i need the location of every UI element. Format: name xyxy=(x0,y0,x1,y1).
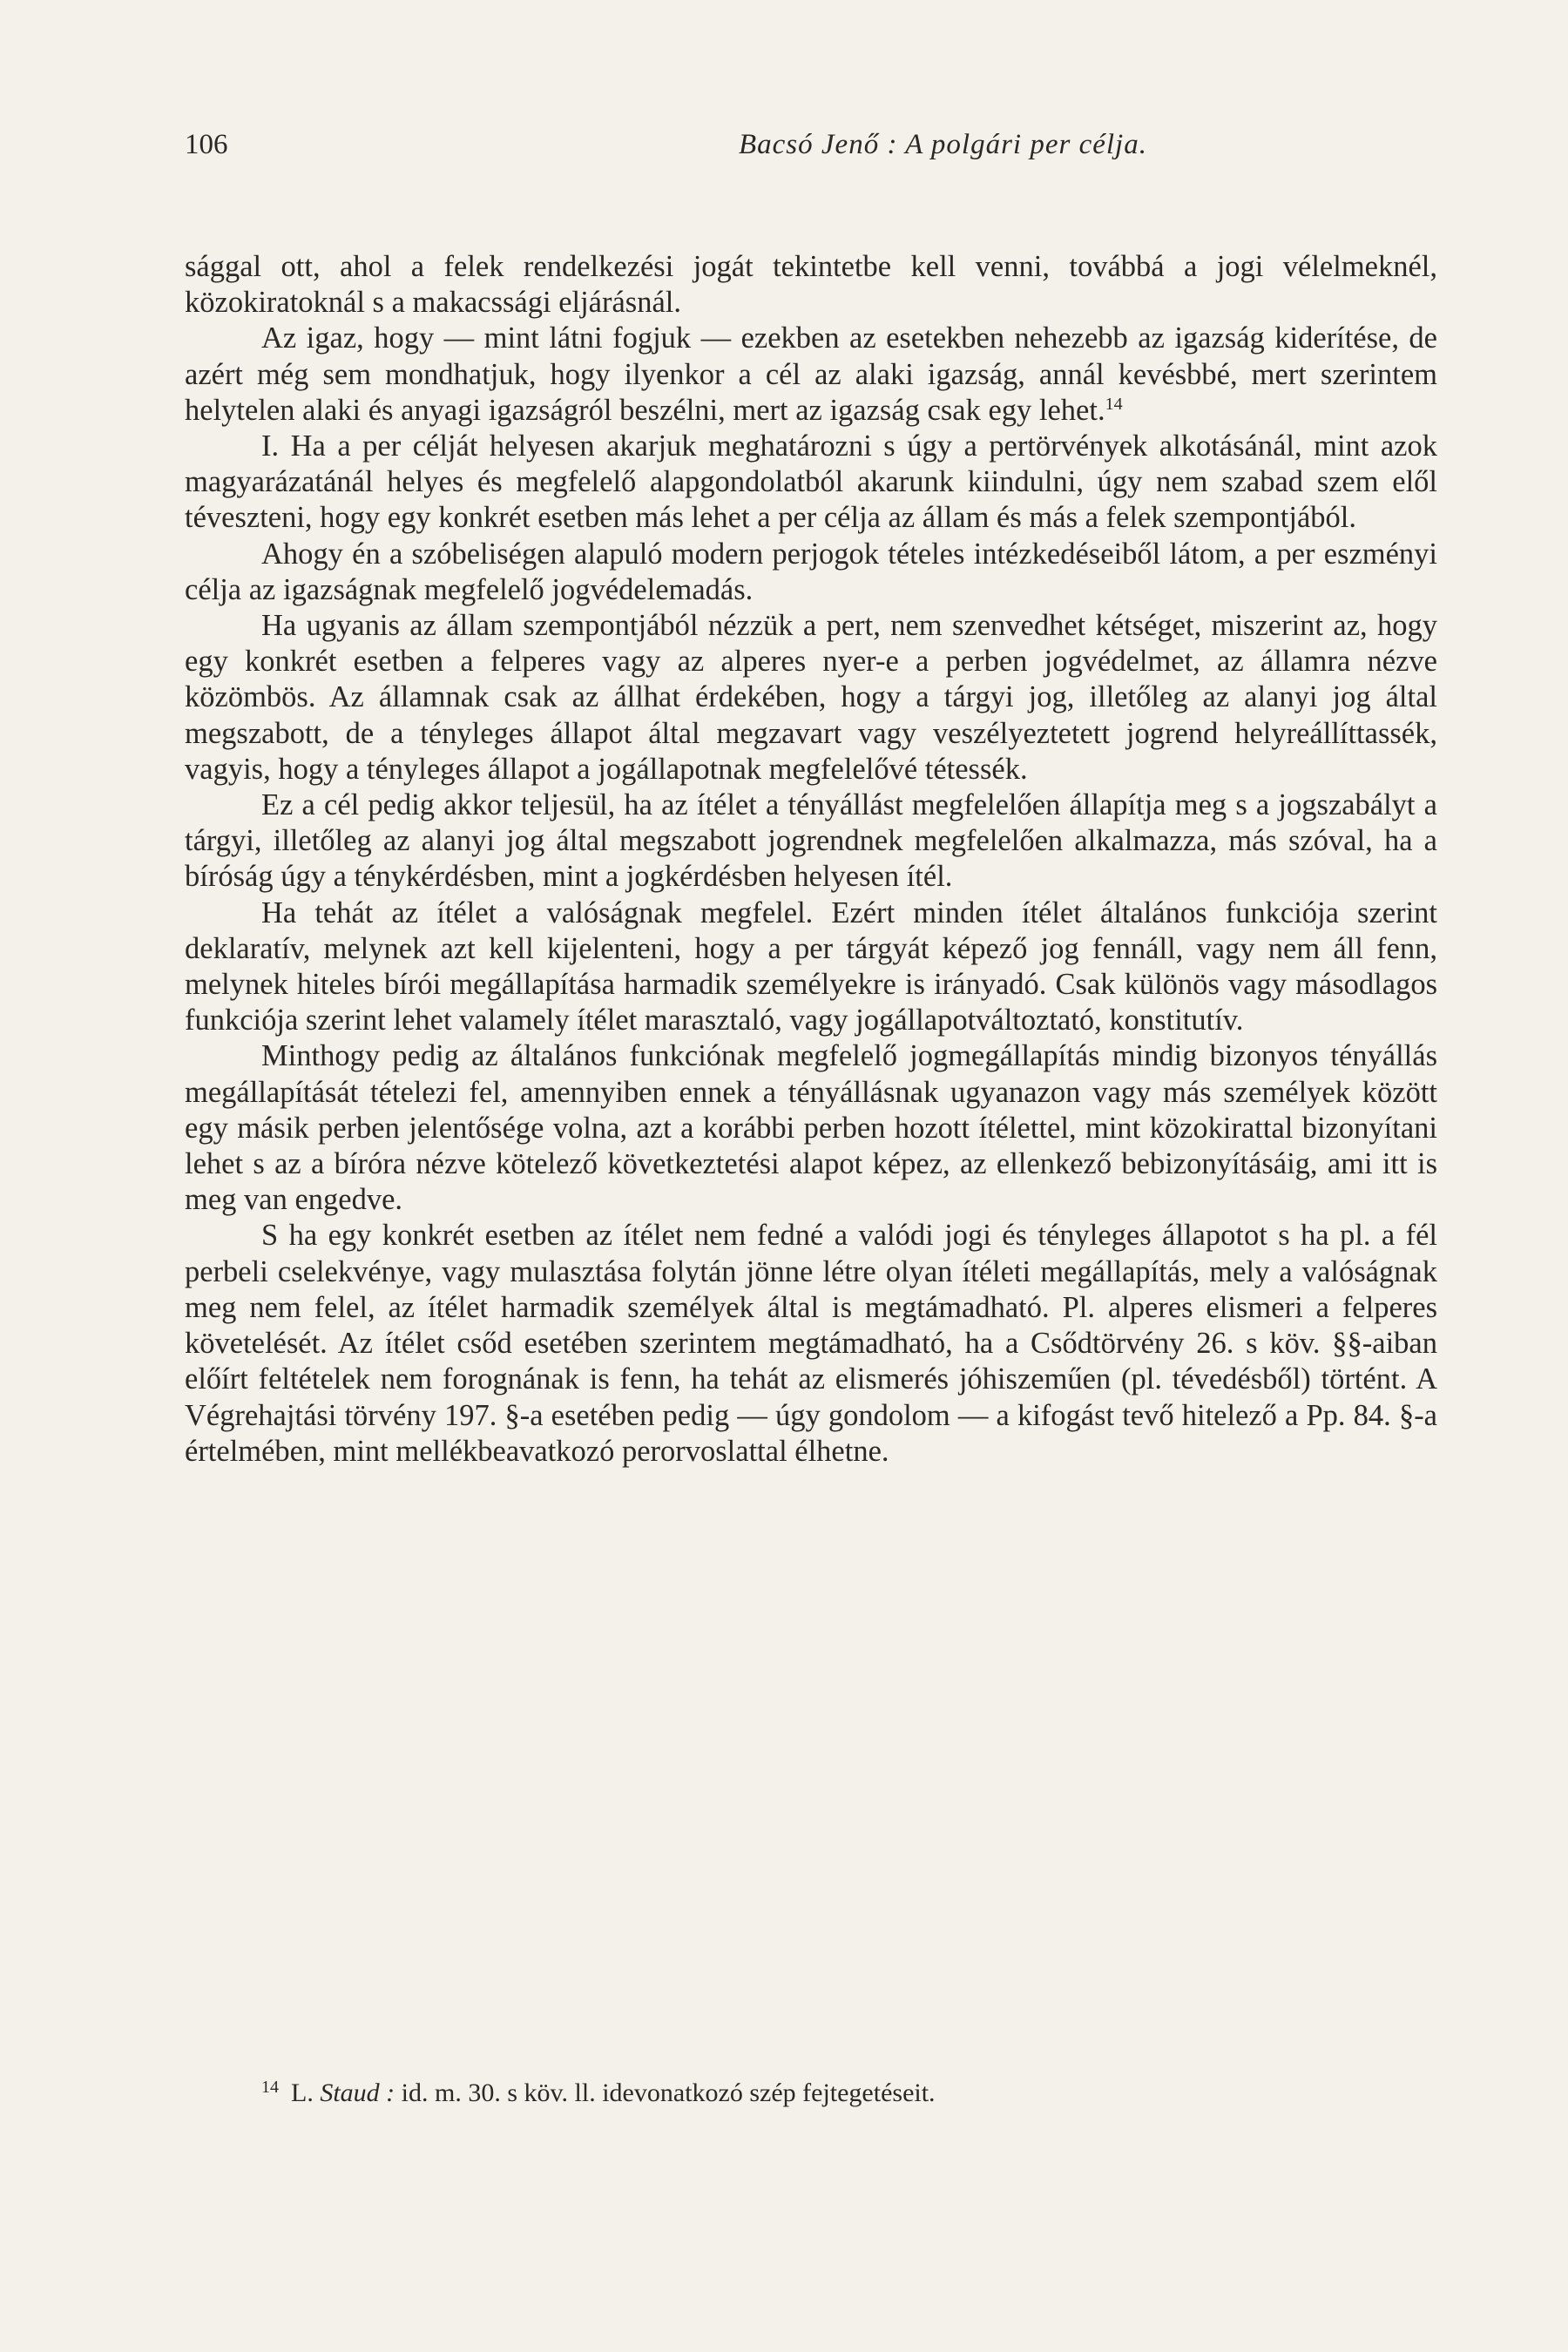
footnote-author: Staud : xyxy=(320,2078,395,2107)
footnote-mark: 14 xyxy=(261,2078,279,2097)
footnote-text: id. m. 30. s köv. ll. idevonatkozó szép fejtegetéseit. xyxy=(401,2078,936,2107)
paragraph: S ha egy konkrét esetben az ítélet nem fedné a valódi jogi és tényleges állapotot s ha pl. a fél perbeli cselekvénye, vagy mulasztása folytán jönne létre olyan ítéleti megállapítás, mely a valóságnak meg nem felel, az ítélet harmadik személyek által is megtámadható. Pl. alperes elismeri a felperes követelését. Az ítélet csőd esetében szerintem megtámadható, ha a Csődtörvény 26. s köv. §§-aiban előírt feltételek nem forognának is fenn, ha tehát az elismerés jóhiszeműen (pl. tévedésből) történt. A Végrehajtási törvény 197. §-a esetében pedig — úgy gondolom — a kifogást tevő hitelező a Pp. 84. §-a értelmében, mint mellékbeavatkozó perorvoslattal élhetne. xyxy=(185,1219,1437,1468)
footnote-reference: 14 xyxy=(1105,394,1123,414)
paragraph: Ha tehát az ítélet a valóságnak megfelel. Ezért minden ítélet általános funkciója szerint deklaratív, melynek azt kell kijelenteni, hogy a per tárgyát képező jog fennáll, vagy nem áll fenn, melynek hiteles bírói megállapítása harmadik személyekre is irányadó. Csak különös vagy másodlagos funkciója szerint lehet valamely ítélet marasztaló, vagy jogállapotváltoztató, konstitutív. xyxy=(185,896,1437,1037)
footnote-prefix: L. xyxy=(291,2078,314,2107)
paragraph-continuation: sággal ott, ahol a felek rendelkezési jogát tekintetbe kell venni, továbbá a jogi vélelmeknél, közokiratoknál s a makacssági eljárásnál. xyxy=(185,250,1437,320)
footnote xyxy=(261,2071,1437,2110)
paragraph: Ha ugyanis az állam szempontjából nézzük a pert, nem szenvedhet kétséget, miszerint az, hogy egy konkrét esetben a felperes vagy az alperes nyer-e a perben jogvédelmet, az államra nézve közömbös. Az államnak csak az állhat érdekében, hogy a tárgyi jog, illetőleg az alanyi jog által megszabott, de a tényleges állapot által megzavart vagy veszélyeztetett jogrend helyreállíttassék, vagyis, hogy a tényleges állapot a jogállapotnak megfelelővé tétessék. xyxy=(185,609,1437,786)
paragraph: Ez a cél pedig akkor teljesül, ha az ítélet a tényállást megfelelően állapítja meg s a jogszabályt a tárgyi, illetőleg az alanyi jog által megszabott jogrendnek megfelelően alkalmazza, más szóval, ha a bíróság úgy a ténykérdésben, mint a jogkérdésben helyesen ítél. xyxy=(185,788,1437,894)
running-title: Bacsó Jenő : A polgári per célja. xyxy=(739,129,1147,160)
paragraph xyxy=(185,321,1437,429)
body-text xyxy=(185,249,1437,1470)
paragraph: Minthogy pedig az általános funkciónak megfelelő jogmegállapítás mindig bizonyos tényállás megállapítását tételezi fel, amennyiben ennek a tényállásnak ugyanazon vagy más személyek között egy másik perben jelentősége volna, azt a korábbi perben hozott ítélettel, mint közokirattal bizonyítani lehet s az a bíróra nézve kötelező következtetési alapot képez, az ellenkező bebizonyításáig, ami itt is meg van engedve. xyxy=(185,1039,1437,1217)
paragraph-text: Az igaz, hogy — mint látni fogjuk — ezekben az esetekben nehezebb az igazság kiderítése, de azért még sem mondhatjuk, hogy ilyenkor a cél az alaki igazság, annál kevésbbé, mert szerintem helytelen alaki és anyagi igazságról beszélni, mert az igazság csak egy lehet. xyxy=(185,321,1437,427)
running-head xyxy=(185,129,1430,171)
paragraph: I. Ha a per célját helyesen akarjuk meghatározni s úgy a pertörvények alkotásánál, mint azok magyarázatánál helyes és megfelelő alapgondolatból akarunk kiindulni, úgy nem szabad szem elől téveszteni, hogy egy konkrét esetben más lehet a per célja az állam és más a felek szempontjából. xyxy=(185,429,1437,535)
paragraph: Ahogy én a szóbeliségen alapuló modern perjogok tételes intézkedéseiből látom, a per eszményi célja az igazságnak megfelelő jogvédelemadás. xyxy=(185,537,1437,606)
page-number: 106 xyxy=(185,129,228,160)
